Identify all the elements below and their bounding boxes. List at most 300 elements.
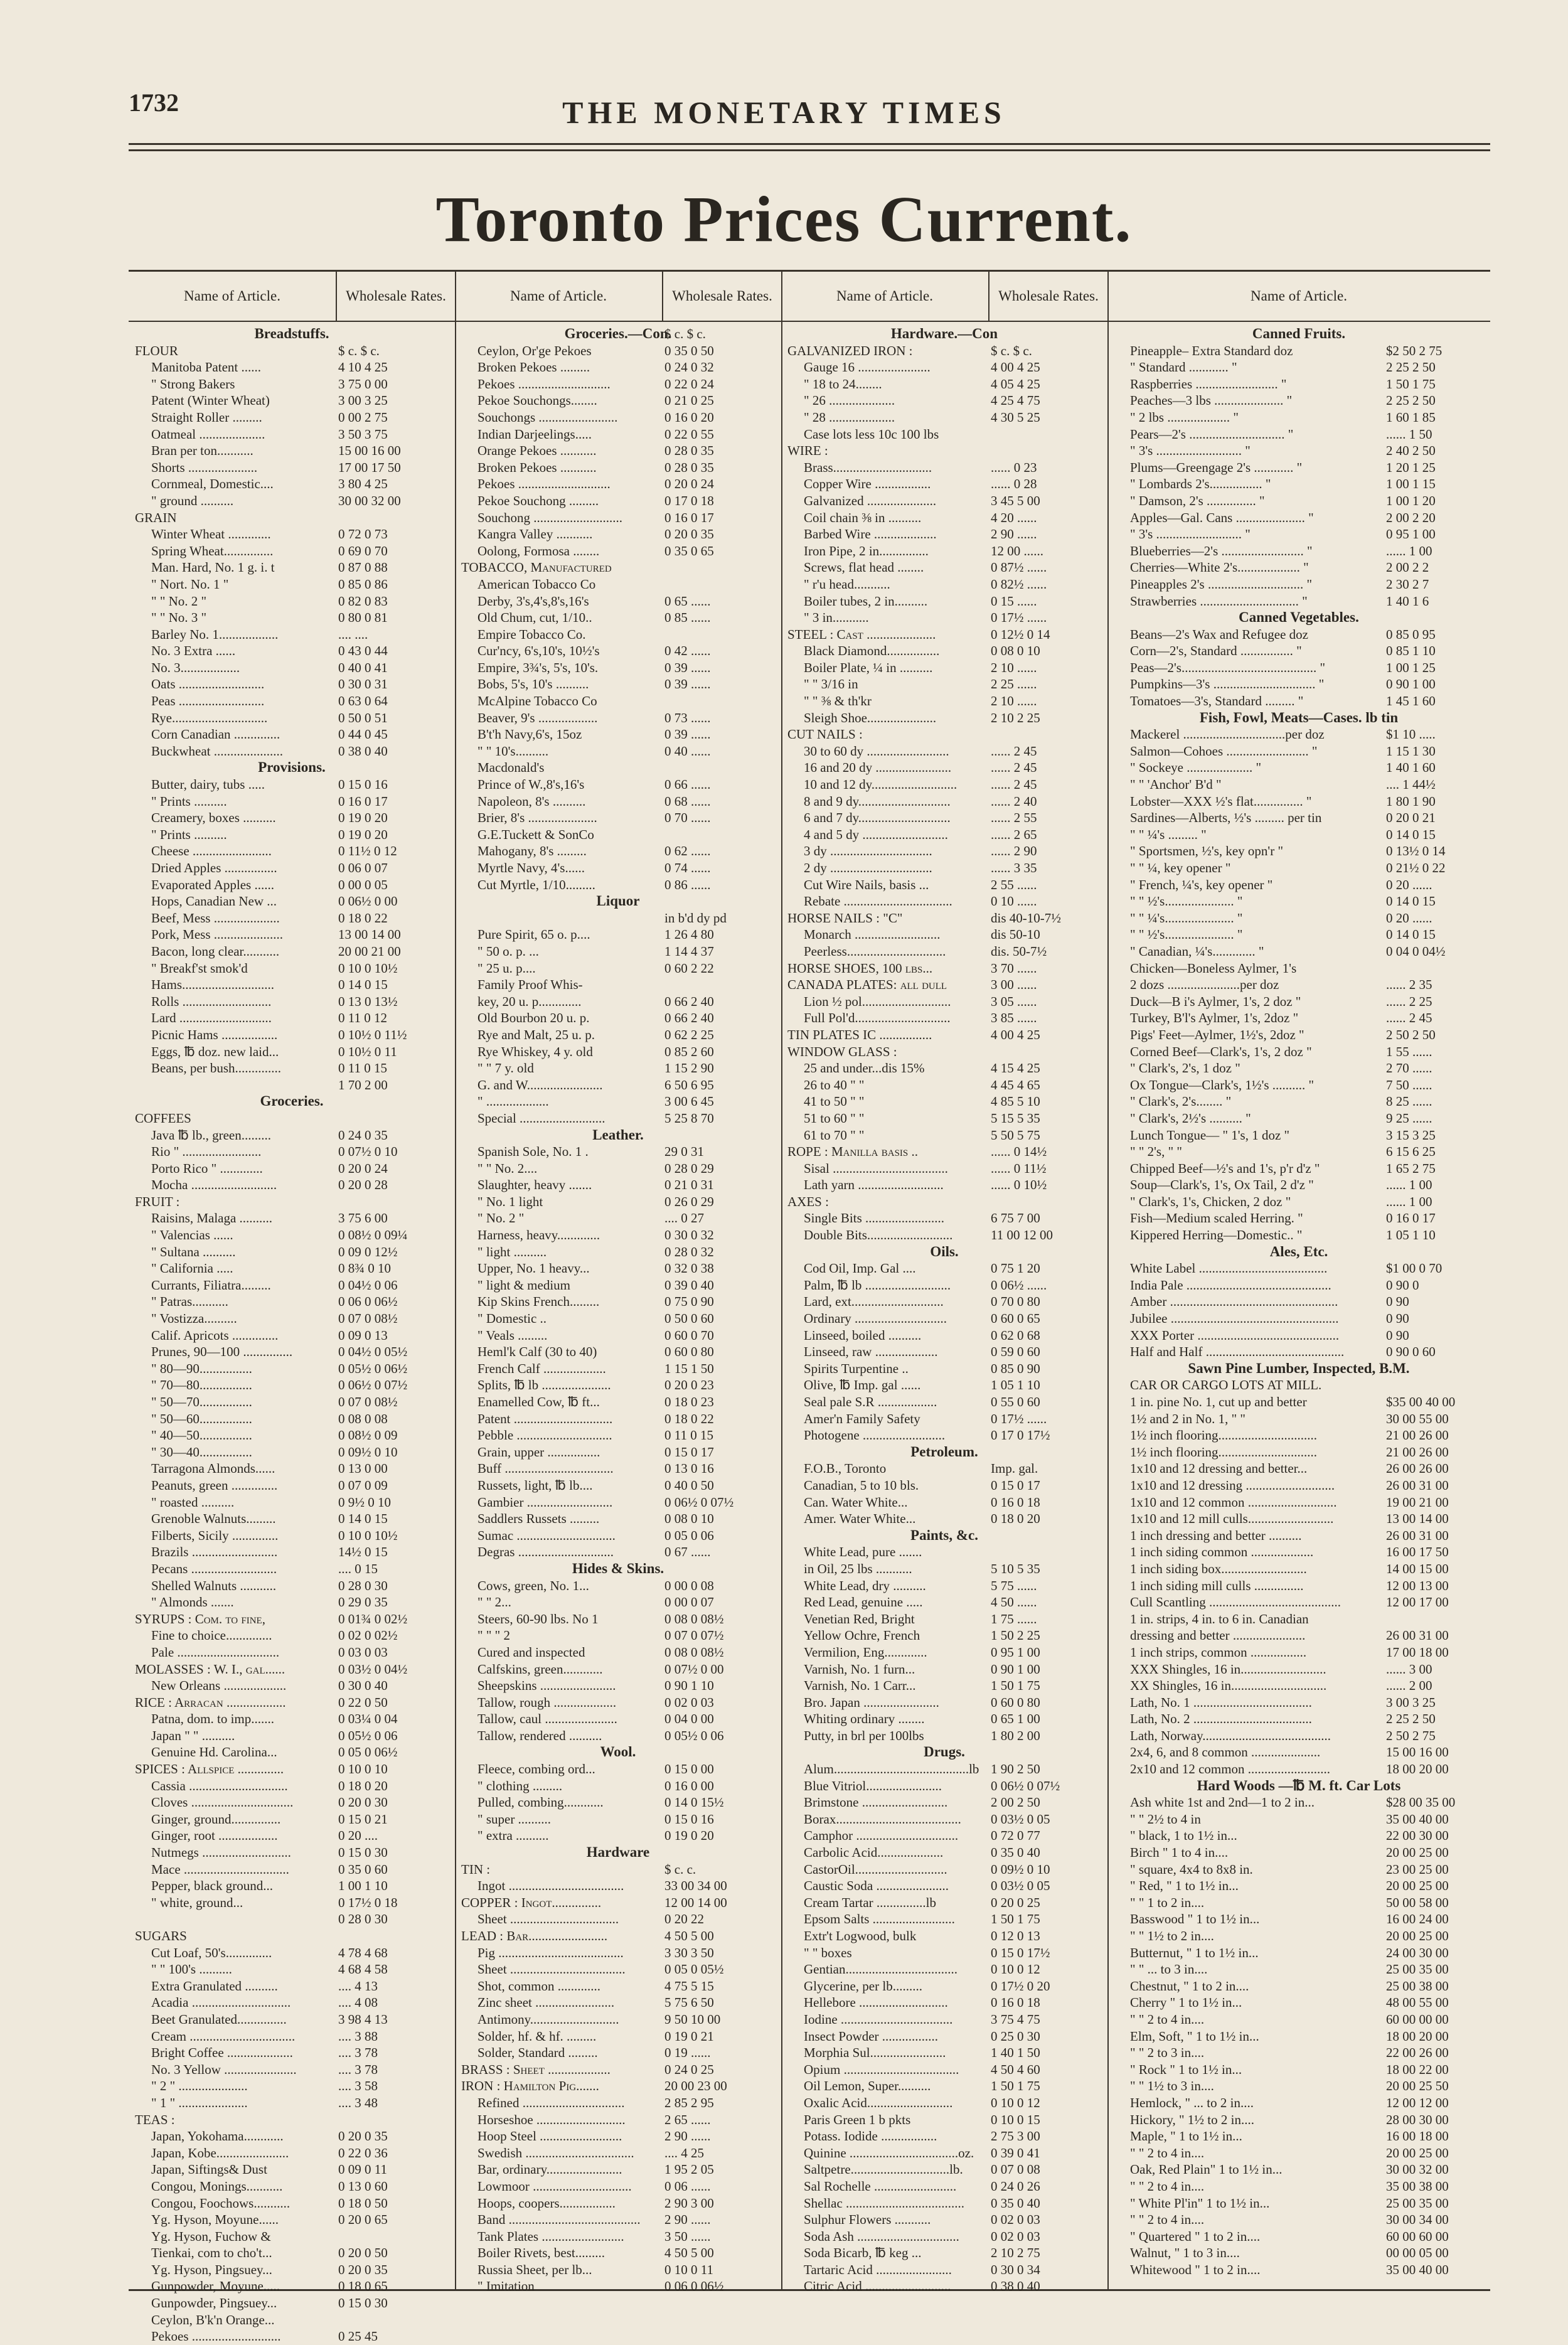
- wholesale-rate: 3 70 ......: [991, 960, 1037, 976]
- wholesale-rate: 18 00 20 00: [1386, 2028, 1449, 2044]
- wholesale-rate: 30 00 32 00: [1386, 2162, 1449, 2177]
- price-row: [129, 526, 455, 543]
- price-row: [129, 1878, 455, 1894]
- wholesale-rate: ...... 0 23: [991, 459, 1037, 475]
- wholesale-rate: 50 00 58 00: [1386, 1894, 1449, 1910]
- article-name: Cut Loaf, 50's..............: [151, 1945, 272, 1960]
- price-row: [781, 1010, 1107, 1027]
- article-name: French Calf ...................: [477, 1360, 606, 1376]
- price-row: [781, 943, 1107, 960]
- article-name: Gunpowder, Pingsuey...: [151, 2295, 277, 2311]
- article-name: Red Lead, genuine .....: [804, 1594, 923, 1610]
- price-row: [781, 2095, 1107, 2112]
- wholesale-rate: .... 0 27: [664, 1210, 704, 1226]
- article-name: Boiler tubes, 2 in..........: [804, 593, 928, 609]
- price-row: [1107, 826, 1490, 843]
- price-row: [129, 1327, 455, 1344]
- wholesale-rate: 0 16 0 17: [664, 510, 714, 525]
- article-name: White Label .......................................: [1130, 1261, 1328, 1276]
- article-name: " ...................: [477, 1094, 549, 1109]
- wholesale-rate: 0 20 0 23: [664, 1377, 714, 1393]
- article-name: " super ..........: [477, 1811, 552, 1827]
- article-name: Lion ½ pol...........................: [804, 993, 951, 1009]
- wholesale-rate: 16 00 24 00: [1386, 1911, 1449, 1927]
- wholesale-rate: 0 07 0 08½: [338, 1311, 398, 1327]
- price-row: [455, 576, 781, 593]
- wholesale-rate: 0 30 0 34: [991, 2262, 1040, 2277]
- wholesale-rate: 0 19 0 20: [338, 826, 388, 842]
- wholesale-rate: 0 15 0 21: [338, 1811, 388, 1827]
- price-row: [455, 526, 781, 543]
- price-row: [455, 826, 781, 843]
- wholesale-rate: 0 87½ ......: [991, 560, 1047, 575]
- price-row: [781, 1143, 1107, 1160]
- article-name: Calfskins, green............: [477, 1661, 603, 1677]
- column-header: [1107, 272, 1490, 322]
- article-name: " " 2...: [477, 1594, 511, 1610]
- price-row: [781, 343, 1107, 360]
- price-row: [455, 1711, 781, 1728]
- article-name: HORSE NAILS : "C": [787, 910, 903, 926]
- price-row: [1107, 1177, 1490, 1194]
- wholesale-rate: 15 00 16 00: [338, 443, 401, 459]
- article-name: McAlpine Tobacco Co: [477, 693, 597, 709]
- wholesale-rate: 0 50 0 51: [338, 710, 388, 725]
- article-name: Ceylon, Or'ge Pekoes: [477, 343, 592, 358]
- article-name: " " 2's, " ": [1130, 1144, 1182, 1160]
- wholesale-rate: 0 00 2 75: [338, 409, 388, 425]
- name-header: Name of Article.: [510, 288, 607, 304]
- price-row: [1107, 1945, 1490, 1962]
- price-row: [455, 1060, 781, 1077]
- price-row: [1107, 1110, 1490, 1127]
- wholesale-rate: 1 50 2 25: [991, 1628, 1040, 1643]
- article-name: " " ⅜ & th'kr: [804, 693, 872, 709]
- wholesale-rate: 1 60 1 85: [1386, 409, 1436, 425]
- article-name: Ginger, ground...............: [151, 1811, 281, 1827]
- price-row: [129, 893, 455, 910]
- article-name: Leather.: [592, 1126, 644, 1143]
- article-name: 30 to 60 dy .........................: [804, 743, 949, 759]
- article-name: Varnish, No. 1 furn...: [804, 1661, 915, 1677]
- price-row: [1107, 1411, 1490, 1428]
- price-row: [781, 877, 1107, 894]
- price-row: [1107, 1594, 1490, 1611]
- price-row: [455, 2145, 781, 2162]
- price-row: [781, 1928, 1107, 1945]
- price-row: [129, 343, 455, 360]
- article-name: 51 to 60 " ": [804, 1110, 865, 1126]
- price-row: [455, 843, 781, 860]
- article-name: Varnish, No. 1 Carr...: [804, 1678, 916, 1694]
- wholesale-rate: 0 22 0 36: [338, 2145, 388, 2161]
- article-name: Prunes, 90—100 ...............: [151, 1344, 293, 1360]
- price-row: [455, 1611, 781, 1628]
- price-row: [1107, 676, 1490, 693]
- price-row: [1107, 1310, 1490, 1327]
- article-name: 1 inch dressing and better ..........: [1130, 1527, 1302, 1543]
- article-name: Beef, Mess ....................: [151, 910, 280, 926]
- wholesale-rate: 1 00 1 15: [1386, 476, 1436, 492]
- price-row: [1107, 1544, 1490, 1561]
- wholesale-rate: 1 00 1 25: [1386, 660, 1436, 675]
- wholesale-rate: 26 00 31 00: [1386, 1527, 1449, 1543]
- wholesale-rate: 4 68 4 58: [338, 1962, 388, 1977]
- price-row: [455, 442, 781, 459]
- section-heading: [455, 1127, 781, 1144]
- price-row: [129, 1627, 455, 1644]
- wholesale-rate: 0 63 0 64: [338, 693, 388, 709]
- article-name: Drugs.: [924, 1744, 965, 1760]
- wholesale-rate: ...... 0 14½: [991, 1144, 1047, 1160]
- article-name: 1x10 and 12 dressing ...........................: [1130, 1477, 1335, 1493]
- price-row: [129, 843, 455, 860]
- price-row: [455, 693, 781, 710]
- wholesale-rate: 11 00 12 00: [991, 1227, 1053, 1243]
- article-name: Peerless..............................: [804, 943, 946, 959]
- article-name: " " 10's..........: [477, 743, 549, 759]
- wholesale-rate: $2 50 2 75: [1386, 343, 1443, 358]
- article-name: Oak, Red Plain" 1 to 1½ in...: [1130, 2162, 1283, 2177]
- wholesale-rate: 1 40 1 50: [991, 2045, 1040, 2061]
- wholesale-rate: 3 98 4 13: [338, 2011, 388, 2027]
- wholesale-rate: 0 18 0 22: [338, 910, 388, 926]
- wholesale-rate: 0 82½ ......: [991, 576, 1047, 592]
- price-row: [1107, 359, 1490, 376]
- wholesale-rate: 60 00 00 00: [1386, 2011, 1449, 2027]
- price-row: [129, 2295, 455, 2312]
- article-name: Vermilion, Eng.............: [804, 1644, 927, 1660]
- article-name: Steers, 60-90 lbs. No 1: [477, 1611, 599, 1627]
- price-row: [455, 1728, 781, 1744]
- article-name: Butter, dairy, tubs .....: [151, 777, 265, 793]
- price-row: [781, 1411, 1107, 1428]
- wholesale-rate: 0 85 1 10: [1386, 643, 1436, 659]
- price-row: [129, 1411, 455, 1428]
- wholesale-rate: ...... 2 00: [1386, 1678, 1432, 1694]
- price-table: [129, 270, 1490, 2344]
- article-name: Canned Vegetables.: [1239, 609, 1359, 626]
- wholesale-rate: 2 25 2 50: [1386, 393, 1436, 409]
- wholesale-rate: 0 70 0 80: [991, 1294, 1040, 1310]
- wholesale-rate: 30 00 32 00: [338, 493, 401, 508]
- price-row: [781, 526, 1107, 543]
- wholesale-rate: 3 80 4 25: [338, 476, 388, 492]
- price-row: [129, 1444, 455, 1461]
- price-row: [129, 2028, 455, 2045]
- article-name: " " ¼'s ......... ": [1130, 826, 1207, 842]
- wholesale-rate: 0 39 ......: [664, 676, 711, 692]
- article-name: Ox Tongue—Clark's, 1½'s .......... ": [1130, 1077, 1315, 1092]
- wholesale-rate: 0 20 ....: [338, 1828, 378, 1844]
- price-row: [781, 1160, 1107, 1177]
- article-name: Quinine .................................oz.: [804, 2145, 974, 2161]
- price-row: [455, 2245, 781, 2262]
- article-name: " " ¼'s..................... ": [1130, 910, 1243, 926]
- price-row: [1107, 793, 1490, 810]
- price-row: [1107, 1627, 1490, 1644]
- article-name: " 1 " .....................: [151, 2095, 248, 2110]
- price-row: [455, 759, 781, 776]
- article-name: Tallow, rendered ..........: [477, 1728, 602, 1743]
- article-name: " 3's .......................... ": [1130, 526, 1251, 542]
- article-name: Ash white 1st and 2nd—1 to 2 in...: [1130, 1795, 1315, 1810]
- price-row: [1107, 392, 1490, 409]
- article-name: Yg. Hyson, Fuchow &: [151, 2228, 271, 2244]
- price-row: [455, 1961, 781, 1978]
- article-name: Soda Ash ...............................: [804, 2228, 959, 2244]
- article-name: Saltpetre..............................lb.: [804, 2162, 963, 2177]
- price-row: [781, 1427, 1107, 1444]
- article-name: " Imitation: [477, 2278, 535, 2294]
- wholesale-rate: 29 0 31: [664, 1144, 704, 1160]
- price-row: [455, 1010, 781, 1027]
- article-name: Brass..............................: [804, 459, 932, 475]
- name-header: Name of Article.: [836, 288, 933, 304]
- wholesale-rate: 0 39 ......: [664, 660, 711, 675]
- price-row: [129, 2011, 455, 2028]
- wholesale-rate: 0 20 0 35: [338, 2262, 388, 2277]
- article-name: Whiting ordinary ........: [804, 1711, 925, 1727]
- price-row: [1107, 877, 1490, 894]
- article-name: " Clark's, 2½'s .......... ": [1130, 1110, 1251, 1126]
- wholesale-rate: 0 14 0 15: [1386, 927, 1436, 943]
- price-row: [1107, 1510, 1490, 1527]
- wholesale-rate: 0 65 ......: [664, 593, 711, 609]
- price-row: [1107, 860, 1490, 877]
- price-row: [781, 1044, 1107, 1060]
- price-row: [129, 1044, 455, 1060]
- article-name: Spring Wheat...............: [151, 543, 274, 558]
- price-row: [781, 376, 1107, 393]
- article-name: Hardware.—Con: [890, 326, 998, 341]
- wholesale-rate: 21 00 26 00: [1386, 1444, 1449, 1460]
- article-name: " " 2 to 4 in....: [1130, 2145, 1205, 2161]
- price-row: [129, 1594, 455, 1611]
- article-name: MOLASSES : W. I., gal......: [135, 1661, 285, 1677]
- price-row: [1107, 1694, 1490, 1711]
- article-name: Fine to choice..............: [151, 1628, 272, 1643]
- price-row: [455, 1694, 781, 1711]
- price-row: [129, 1761, 455, 1778]
- article-name: CastorOil............................: [804, 1861, 947, 1877]
- wholesale-rate: 24 00 30 00: [1386, 1945, 1449, 1960]
- wholesale-rate: 0 35 0 60: [338, 1861, 388, 1877]
- price-row: [455, 960, 781, 977]
- price-row: [455, 1644, 781, 1661]
- wholesale-rate: 0 13 0 00: [338, 1461, 388, 1477]
- wholesale-rate: 25 00 35 00: [1386, 1962, 1449, 1977]
- article-name: Shorts .....................: [151, 459, 258, 475]
- wholesale-rate: .... 3 78: [338, 2061, 378, 2077]
- article-name: Sheet .................................: [477, 1911, 619, 1927]
- article-name: Mahogany, 8's .........: [477, 843, 587, 859]
- wholesale-rate: 22 00 26 00: [1386, 2045, 1449, 2061]
- article-name: Special ..........................: [477, 1110, 605, 1126]
- article-name: Barbed Wire ...................: [804, 526, 937, 542]
- price-row: [129, 1661, 455, 1678]
- wholesale-rate: 4 78 4 68: [338, 1945, 388, 1960]
- wholesale-rate: 00 00 05 00: [1386, 2245, 1449, 2261]
- article-name: Canned Fruits.: [1252, 326, 1346, 341]
- article-name: Mocha ..........................: [151, 1177, 277, 1193]
- article-name: Elm, Soft, " 1 to 1½ in...: [1130, 2028, 1259, 2044]
- article-name: " r'u head...........: [804, 576, 890, 592]
- wholesale-rate: 26 00 31 00: [1386, 1477, 1449, 1493]
- price-row: [455, 1994, 781, 2011]
- article-name: " roasted ..........: [151, 1494, 235, 1510]
- price-row: [455, 1627, 781, 1644]
- price-row: [129, 1945, 455, 1962]
- article-name: No. 3 Yellow ......................: [151, 2061, 297, 2077]
- price-row: [455, 1260, 781, 1277]
- price-row: [781, 2061, 1107, 2078]
- section-heading: [1107, 326, 1490, 343]
- wholesale-rate: 0 19 0 20: [338, 810, 388, 826]
- wholesale-rate: 0 85 0 90: [991, 1360, 1040, 1376]
- price-row: [1107, 1444, 1490, 1461]
- price-row: [129, 1394, 455, 1411]
- wholesale-rate: 1 14 4 37: [664, 943, 714, 959]
- wholesale-rate: 0 8¾ 0 10: [338, 1261, 391, 1276]
- article-name: Cloves ...............................: [151, 1795, 294, 1810]
- price-row: [781, 2245, 1107, 2262]
- wholesale-rate: 0 03¼ 0 04: [338, 1711, 398, 1727]
- article-name: Pig ......................................: [477, 1945, 624, 1960]
- wholesale-rate: 0 00 0 07: [664, 1594, 714, 1610]
- wholesale-rate: 0 42 ......: [664, 643, 711, 659]
- wholesale-rate: 0 62 ......: [664, 843, 711, 859]
- price-row: [129, 1561, 455, 1578]
- article-name: Blueberries—2's ......................... ": [1130, 543, 1313, 558]
- article-name: Oatmeal ....................: [151, 426, 265, 442]
- article-name: Ginger, root ..................: [151, 1828, 278, 1844]
- price-row: [129, 1143, 455, 1160]
- price-row: [129, 1861, 455, 1878]
- article-name: Oil Lemon, Super..........: [804, 2078, 931, 2094]
- price-row: [129, 2278, 455, 2295]
- article-name: Heml'k Calf (30 to 40): [477, 1344, 597, 1360]
- price-row: [1107, 2161, 1490, 2178]
- wholesale-rate: ...... 0 11½: [991, 1160, 1047, 1176]
- price-row: [781, 543, 1107, 560]
- article-name: Sheepskins .......................: [477, 1678, 616, 1694]
- article-name: " 3's .......................... ": [1130, 443, 1251, 459]
- price-row: [1107, 1010, 1490, 1027]
- price-row: [1107, 976, 1490, 993]
- wholesale-rate: 0 30 0 31: [338, 676, 388, 692]
- price-row: [1107, 1394, 1490, 1411]
- price-row: [455, 1327, 781, 1344]
- article-name: Porto Rico " .............: [151, 1160, 263, 1176]
- wholesale-rate: 0 62 0 68: [991, 1327, 1040, 1343]
- price-row: [129, 392, 455, 409]
- article-name: Tallow, rough ...................: [477, 1694, 617, 1710]
- article-name: Picnic Hams .................: [151, 1027, 278, 1042]
- article-name: Oils.: [930, 1243, 959, 1259]
- wholesale-rate: 0 14 0 15½: [664, 1795, 724, 1810]
- price-column-4: [1107, 272, 1490, 2289]
- price-row: [781, 1494, 1107, 1511]
- price-row: [781, 442, 1107, 459]
- wholesale-rate: 3 15 3 25: [1386, 1127, 1436, 1143]
- wholesale-rate: 0 19 0 20: [664, 1828, 714, 1844]
- price-row: [455, 676, 781, 693]
- wholesale-rate: 7 50 ......: [1386, 1077, 1432, 1092]
- wholesale-rate: 26 00 31 00: [1386, 1628, 1449, 1643]
- price-row: [455, 1661, 781, 1678]
- price-row: [455, 1277, 781, 1294]
- article-name: Cows, green, No. 1...: [477, 1578, 589, 1593]
- article-name: Pulled, combing............: [477, 1795, 604, 1810]
- article-name: " " 2 to 3 in....: [1130, 2045, 1205, 2061]
- wholesale-rate: 3 00 6 45: [664, 1094, 714, 1109]
- wholesale-rate: 1 50 1 75: [991, 1911, 1040, 1927]
- price-row: [781, 893, 1107, 910]
- wholesale-rate: 4 00 4 25: [991, 360, 1040, 375]
- article-name: Galvanized .....................: [804, 493, 937, 508]
- price-row: [781, 1994, 1107, 2011]
- wholesale-rate: .... 3 78: [338, 2045, 378, 2061]
- section-heading: [1107, 1244, 1490, 1261]
- article-name: Petroleum.: [910, 1443, 978, 1460]
- article-name: WIRE :: [787, 443, 828, 459]
- article-name: " Quartered " 1 to 2 in....: [1130, 2228, 1261, 2244]
- wholesale-rate: 0 44 0 45: [338, 727, 388, 742]
- wholesale-rate: 0 43 0 44: [338, 643, 388, 659]
- article-name: Pekoe Souchongs........: [477, 393, 597, 409]
- wholesale-rate: 0 16 0 17: [338, 793, 388, 809]
- price-row: [129, 2044, 455, 2061]
- wholesale-rate: 0 10½ 0 11½: [338, 1027, 407, 1042]
- article-name: Tarragona Almonds......: [151, 1461, 275, 1477]
- price-row: [1107, 1644, 1490, 1661]
- price-row: [129, 1677, 455, 1694]
- price-row: [1107, 543, 1490, 560]
- price-row: [1107, 442, 1490, 459]
- article-name: Coil chain ⅜ in ..........: [804, 510, 922, 525]
- price-row: [129, 493, 455, 510]
- article-name: Cut Myrtle, 1/10.........: [477, 877, 595, 892]
- price-row: [129, 1994, 455, 2011]
- article-name: Currants, Filiatra.........: [151, 1277, 271, 1293]
- wholesale-rate: 0 06½ ......: [991, 1277, 1047, 1293]
- price-row: [781, 693, 1107, 710]
- article-name: " " 7 y. old: [477, 1060, 534, 1076]
- wholesale-rate: 1 40 1 60: [1386, 760, 1436, 776]
- wholesale-rate: .... 3 48: [338, 2095, 378, 2110]
- article-name: " Nort. No. 1 ": [151, 576, 229, 592]
- wholesale-rate: $ c. $ c.: [338, 343, 380, 358]
- article-name: Hams............................: [151, 977, 274, 993]
- wholesale-rate: 26 00 26 00: [1386, 1461, 1449, 1477]
- article-name: Patent (Winter Wheat): [151, 393, 270, 409]
- article-name: " Clark's, 1's, Chicken, 2 doz ": [1130, 1194, 1291, 1209]
- wholesale-rate: 9 50 10 00: [664, 2011, 721, 2027]
- article-name: Beaver, 9's ..................: [477, 710, 598, 725]
- article-name: Amer. Water White...: [804, 1511, 916, 1527]
- article-name: LEAD : Bar........................: [461, 1928, 608, 1943]
- wholesale-rate: 23 00 25 00: [1386, 1861, 1449, 1877]
- price-row: [129, 1827, 455, 1844]
- price-row: [781, 1578, 1107, 1594]
- article-name: " No. 1 light: [477, 1194, 543, 1209]
- price-row: [129, 1110, 455, 1127]
- article-name: 1x10 and 12 common ...........................: [1130, 1494, 1337, 1510]
- wholesale-rate: 0 18 0 23: [664, 1394, 714, 1409]
- page-title: Toronto Prices Current.: [435, 183, 1133, 255]
- article-name: Saddlers Russets .........: [477, 1511, 600, 1527]
